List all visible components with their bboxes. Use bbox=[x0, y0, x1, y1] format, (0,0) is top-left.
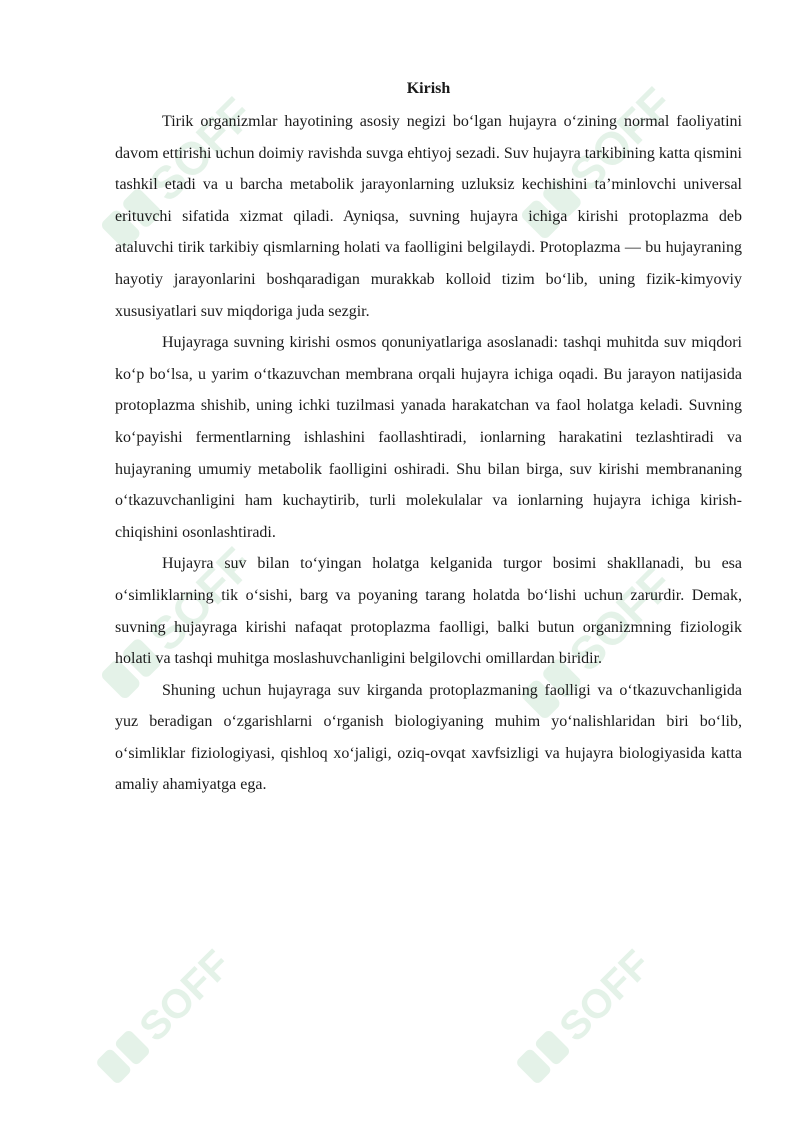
paragraph: Tirik organizmlar hayotining asosiy negizi bo‘lgan hujayra o‘zining normal faoliyatini davom ettirishi uchun doimiy ravishda suvga ehtiyoj sezadi. Suv hujayra tarkibining katta qismini tashkil etadi va u barcha metabolik jarayonlarning uzluksiz kechishini ta’minlovchi universal erituvchi sifatida xizmat qiladi. Ayniqsa, suvning hujayra ichiga kirishi protoplazma deb ataluvchi tirik tarkibiy qismlarning holati va faolligini belgilaydi. Protoplazma — bu hujayraning hayotiy jarayonlarini boshqaradigan murakkab kolloid tizim bo‘lib, uning fizik-kimyoviy xususiyatlari suv miqdoriga juda sezgir. bbox=[115, 113, 742, 320]
section-title: Kirish bbox=[406, 80, 451, 97]
paragraph: Hujayra suv bilan to‘yingan holatga kelganida turgor bosimi shakllanadi, bu esa o‘simliklarning tik o‘sishi, barg va poyaning tarang holatda bo‘lishi uchun zarurdir. Demak, suvning hujayraga kirishi nafaqat protoplazma faolligi, balki butun organizmning fiziologik holati va tashqi muhitga moslashuvchanligini belgilovchi omillardan biridir. bbox=[115, 555, 742, 668]
paragraph: Hujayraga suvning kirishi osmos qonuniyatlariga asoslanadi: tashqi muhitda suv miqdori ko‘p bo‘lsa, u yarim o‘tkazuvchan membrana orqali hujayra ichiga oqadi. Bu jarayon natijasida protoplazma shishib, uning ichki tuzilmasi yanada harakatchan va faol holatga keladi. Suvning ko‘payishi fermentlarning ishlashini faollashtiradi, ionlarning harakatini tezlashtiradi va hujayraning umumiy metabolik faolligini oshiradi. Shu bilan birga, suv kirishi membrananing o‘tkazuvchanligini ham kuchaytirib, turli molekulalar va ionlarning hujayra ichiga kirish-chiqishini osonlashtiradi. bbox=[115, 334, 742, 541]
svg-text:SOFF: SOFF bbox=[139, 87, 263, 211]
svg-text:SOFF: SOFF bbox=[130, 940, 240, 1051]
watermark-logo bbox=[480, 890, 710, 1120]
watermark-logo bbox=[60, 890, 290, 1120]
document-body bbox=[115, 74, 742, 801]
paragraph: Shuning uchun hujayraga suv kirganda protoplazmaning faolligi va o‘tkazuvchanligida yuz beradigan o‘zgarishlarni o‘rganish biologiyaning muhim yo‘nalishlaridan biri bo‘lib, o‘simliklar fiziologiyasi, qishloq xo‘jaligi, oziq-ovqat xavfsizligi va hujayra biologiyasida katta amaliy ahamiyatga ega. bbox=[115, 681, 742, 794]
svg-text:SOFF: SOFF bbox=[559, 557, 683, 681]
svg-text:SOFF: SOFF bbox=[550, 940, 660, 1051]
svg-text:SOFF: SOFF bbox=[559, 77, 683, 201]
svg-text:SOFF: SOFF bbox=[139, 537, 263, 661]
